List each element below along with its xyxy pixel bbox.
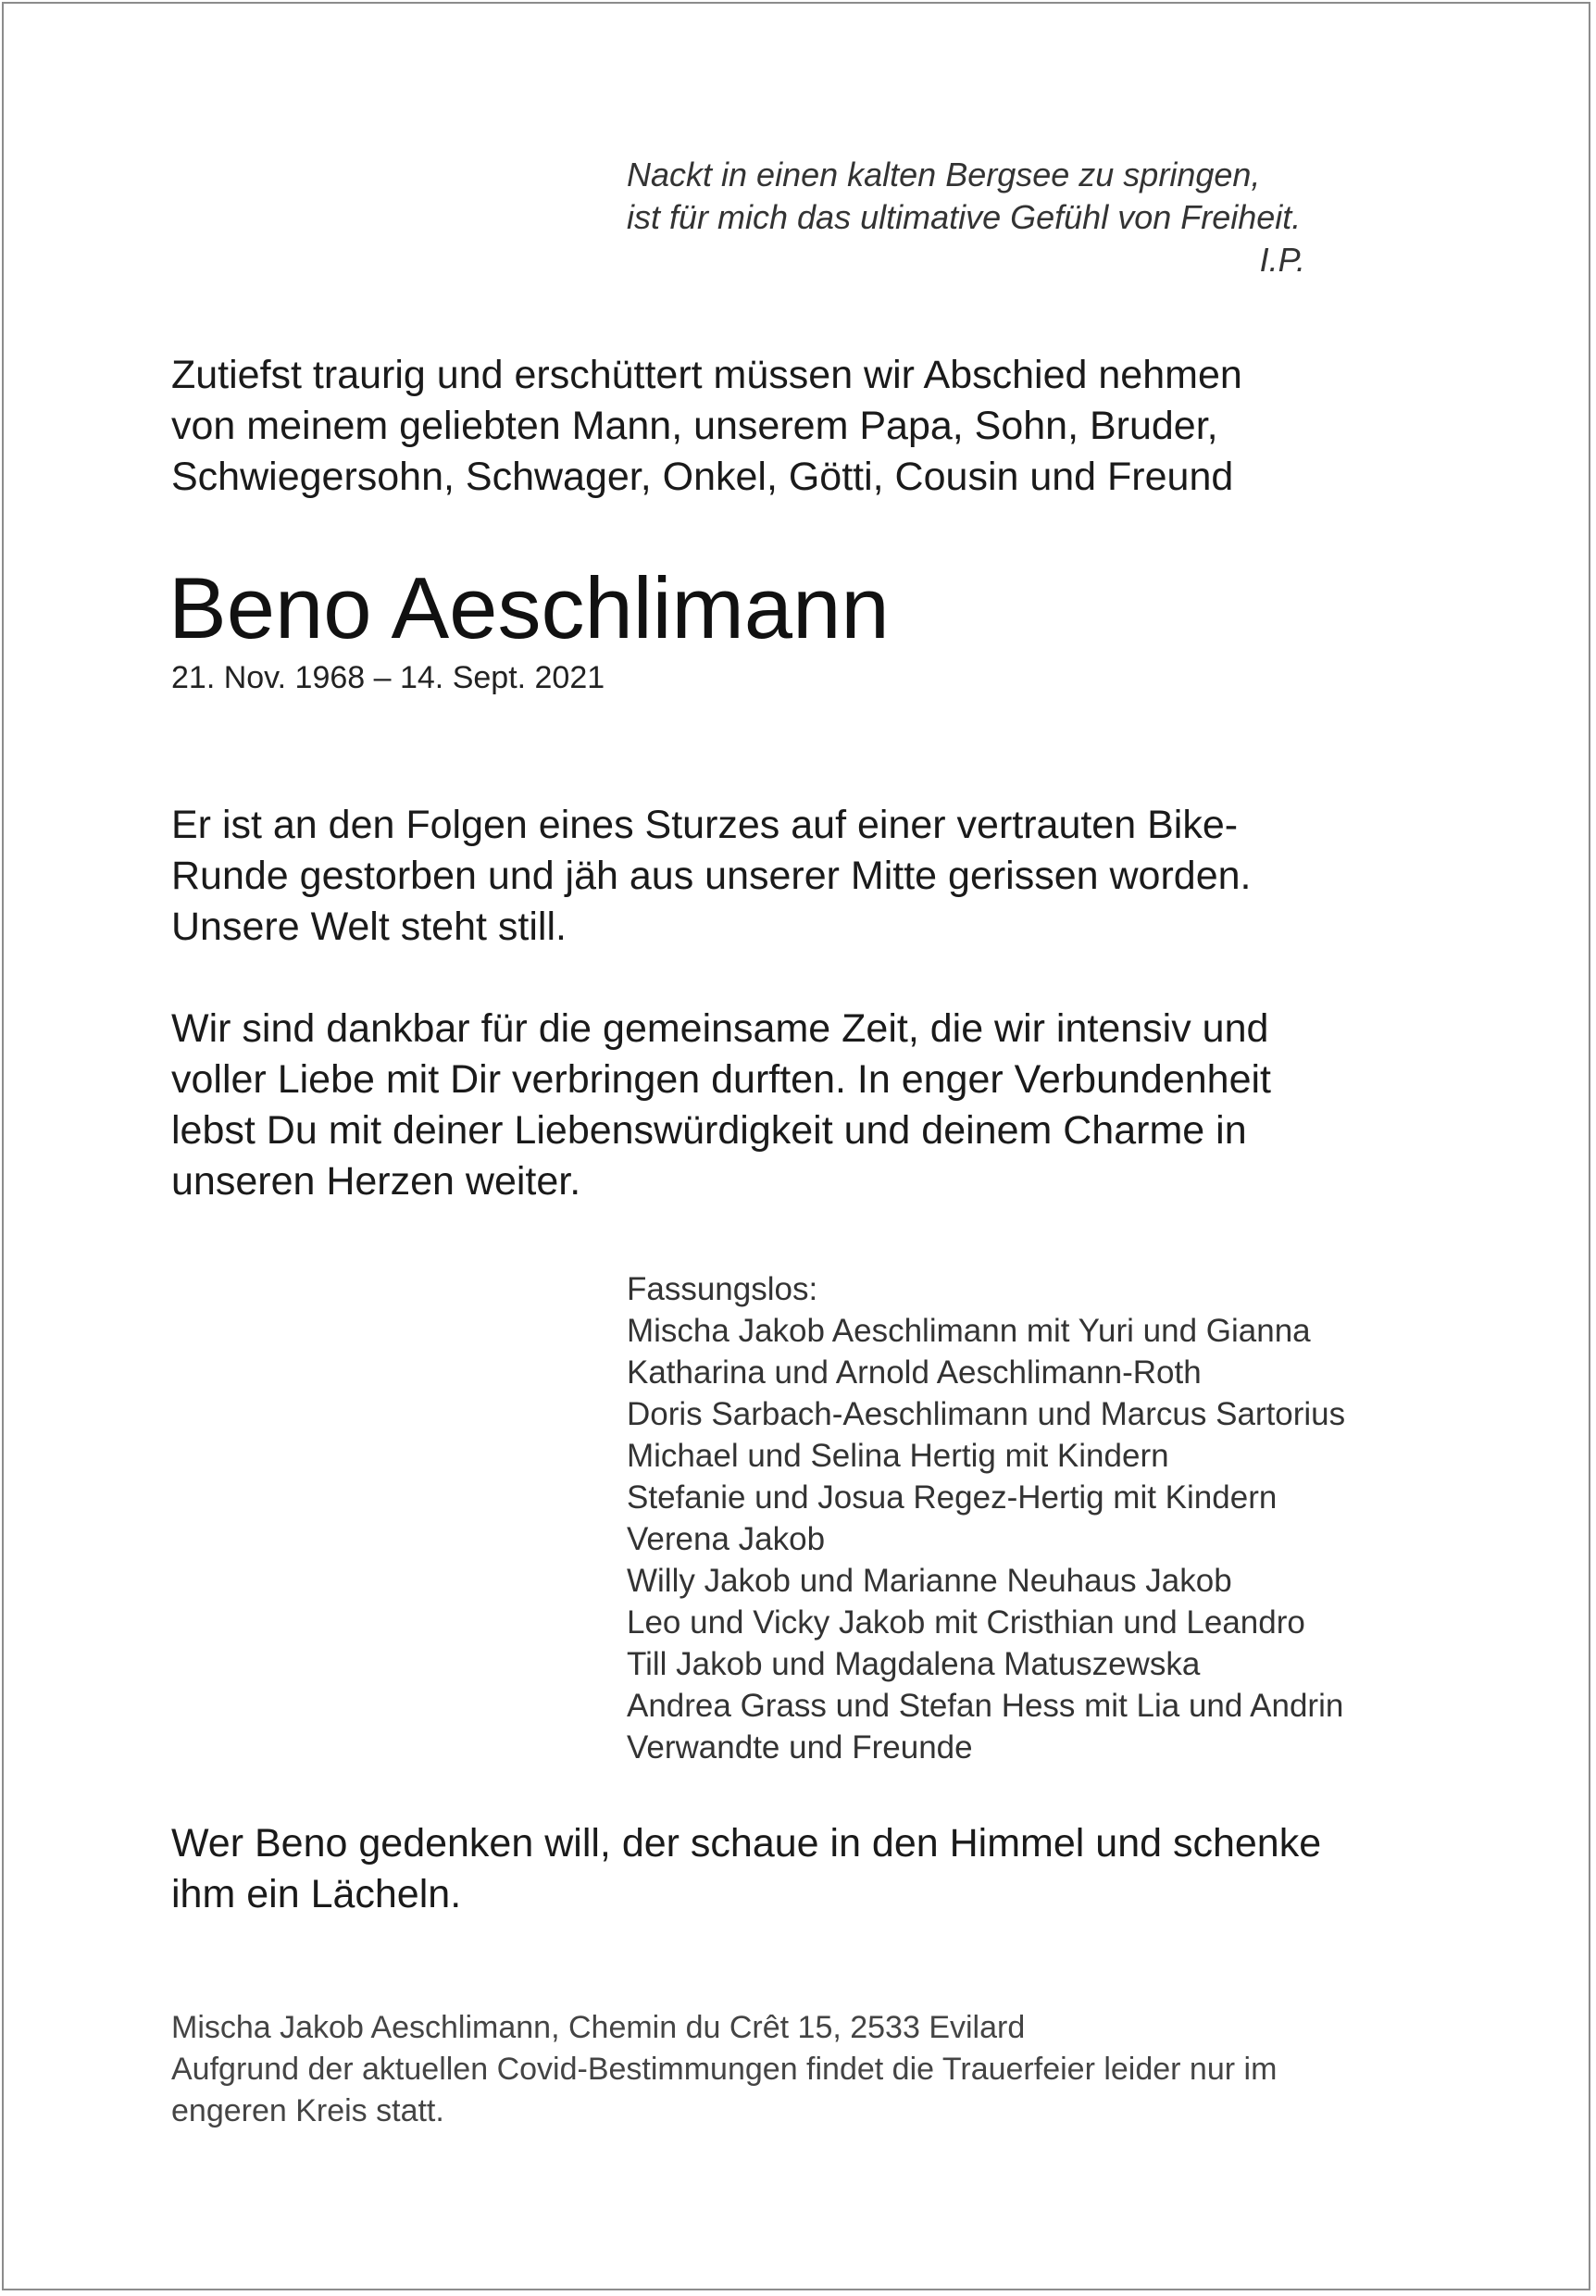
ceremony-note: engeren Kreis statt. [171,2093,444,2128]
contact-footer [171,2007,1277,2132]
cause-line: Er ist an den Folgen eines Sturzes auf einer vertrauten Bike- [171,803,1239,847]
closing-line: Wer Beno gedenken will, der schaue in den Himmel und schenke [171,1821,1322,1866]
closing-paragraph [171,1818,1321,1920]
mourner-name: Katharina und Arnold Aeschlimann-Roth [627,1354,1202,1391]
contact-address: Mischa Jakob Aeschlimann, Chemin du Crêt 15, 2533 Evilard [171,2010,1026,2045]
cause-line: Runde gestorben und jäh aus unserer Mitte gerissen worden. [171,854,1252,898]
gratitude-line: unseren Herzen weiter. [171,1159,581,1204]
mourners-heading: Fassungslos: [627,1271,818,1307]
intro-line: Zutiefst traurig und erschüttert müssen wir Abschied nehmen [171,353,1242,397]
quote-line: ist für mich das ultimative Gefühl von Freiheit. [627,198,1302,236]
epigraph-quote [627,154,1305,281]
deceased-name: Beno Aeschlimann [168,559,890,656]
quote-line: Nackt in einen kalten Bergsee zu springen, [627,156,1261,193]
mourner-name: Leo und Vicky Jakob mit Cristhian und Leandro [627,1604,1305,1641]
mourners-list [627,1268,1345,1768]
gratitude-line: voller Liebe mit Dir verbringen durften. In enger Verbundenheit [171,1057,1271,1102]
mourner-name: Willy Jakob und Marianne Neuhaus Jakob [627,1563,1232,1599]
mourner-name: Verwandte und Freunde [627,1729,973,1766]
gratitude-line: lebst Du mit deiner Liebenswürdigkeit und deinem Charme in [171,1108,1247,1153]
mourner-name: Doris Sarbach-Aeschlimann und Marcus Sartorius [627,1396,1346,1432]
cause-paragraph [171,800,1251,953]
quote-author: I.P. [1259,241,1305,279]
mourner-name: Till Jakob und Magdalena Matuszewska [627,1646,1201,1682]
gratitude-paragraph [171,1004,1271,1207]
mourner-name: Stefanie und Josua Regez-Hertig mit Kindern [627,1479,1278,1516]
mourner-name: Andrea Grass und Stefan Hess mit Lia und Andrin [627,1688,1344,1724]
closing-line: ihm ein Lächeln. [171,1872,462,1916]
life-dates: 21. Nov. 1968 – 14. Sept. 2021 [171,660,605,695]
ceremony-note: Aufgrund der aktuellen Covid-Bestimmungen findet die Trauerfeier leider nur im [171,2052,1278,2087]
gratitude-line: Wir sind dankbar für die gemeinsame Zeit, die wir intensiv und [171,1006,1269,1051]
mourner-name: Michael und Selina Hertig mit Kindern [627,1438,1169,1474]
cause-line: Unsere Welt steht still. [171,905,567,949]
mourner-name: Mischa Jakob Aeschlimann mit Yuri und Gianna [627,1313,1311,1349]
intro-line: von meinem geliebten Mann, unserem Papa, Sohn, Bruder, [171,404,1218,448]
mourner-name: Verena Jakob [627,1521,826,1557]
intro-line: Schwiegersohn, Schwager, Onkel, Götti, Cousin und Freund [171,455,1234,499]
intro-paragraph [171,350,1242,503]
